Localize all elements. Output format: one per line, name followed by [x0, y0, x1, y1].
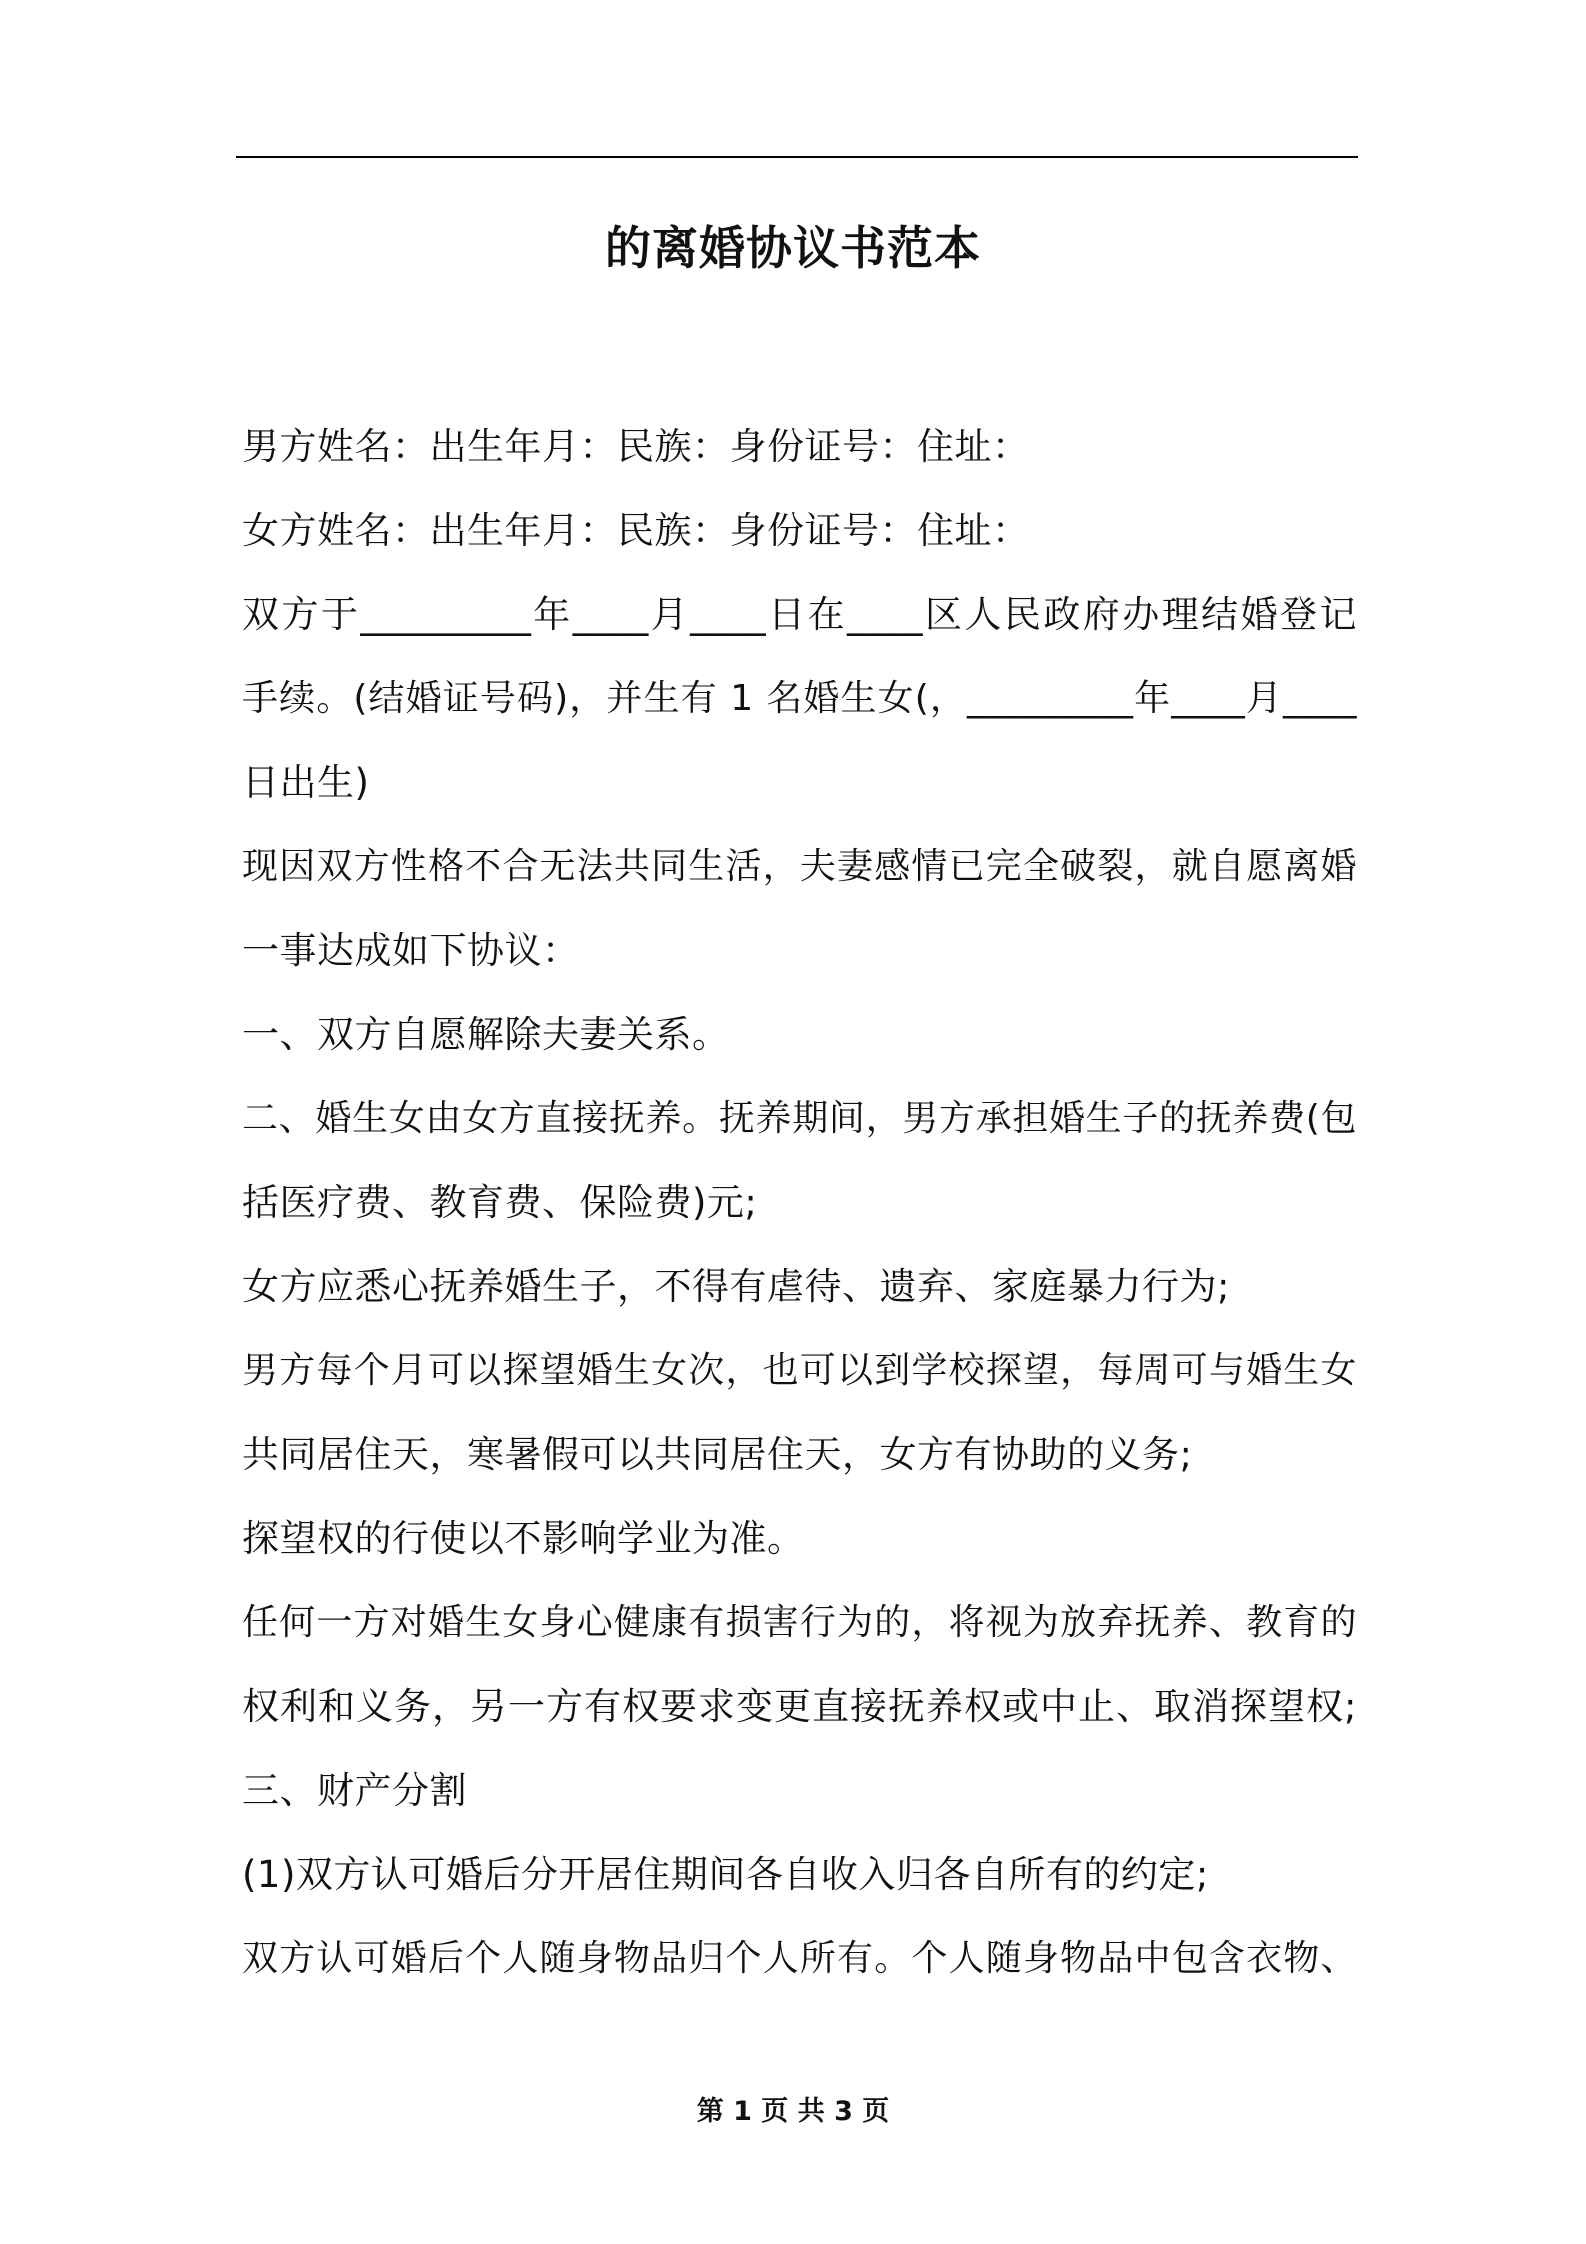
document-title: 的离婚协议书范本: [605, 221, 981, 275]
body-line: 双方认可婚后个人随身物品归个人所有。个人随身物品中包含衣物、: [242, 1938, 1357, 1979]
body-line: 女方姓名：出生年月：民族：身份证号：住址：: [242, 509, 1030, 552]
body-line: 男方姓名：出生年月：民族：身份证号：住址：: [242, 425, 1030, 468]
header-rule: [236, 156, 1358, 158]
body-line: 二、婚生女由女方直接抚养。抚养期间，男方承担婚生子的抚养费(包: [242, 1098, 1357, 1139]
body-line: 女方应悉心抚养婚生子，不得有虐待、遗弃、家庭暴力行为;: [242, 1265, 1230, 1308]
body-line: 三、财产分割: [242, 1769, 467, 1812]
body-line: 现因双方性格不合无法共同生活，夫妻感情已完全破裂，就自愿离婚: [242, 846, 1357, 887]
body-line: 手续。(结婚证号码)，并生有 1 名婚生女(，_________年____月____: [242, 678, 1357, 719]
body-line: 探望权的行使以不影响学业为准。: [242, 1517, 805, 1560]
body-line: 一、双方自愿解除夫妻关系。: [242, 1013, 730, 1056]
body-line: 权利和义务，另一方有权要求变更直接抚养权或中止、取消探望权;: [242, 1685, 1357, 1728]
body-line: 任何一方对婚生女身心健康有损害行为的，将视为放弃抚养、教育的: [242, 1602, 1357, 1643]
document-body: [242, 405, 1357, 2001]
body-line: 括医疗费、教育费、保险费)元;: [242, 1181, 758, 1224]
body-line: (1)双方认可婚后分开居住期间各自收入归各自所有的约定;: [242, 1853, 1209, 1896]
body-line: 日出生): [242, 761, 370, 804]
page-footer: 第 1 页 共 3 页: [696, 2096, 890, 2127]
body-line: 双方于_________年____月____日在____区人民政府办理结婚登记: [242, 593, 1357, 636]
body-line: 共同居住天，寒暑假可以共同居住天，女方有协助的义务;: [242, 1433, 1193, 1476]
body-line: 一事达成如下协议：: [242, 929, 580, 972]
body-line: 男方每个月可以探望婚生女次，也可以到学校探望，每周可与婚生女: [242, 1350, 1357, 1391]
